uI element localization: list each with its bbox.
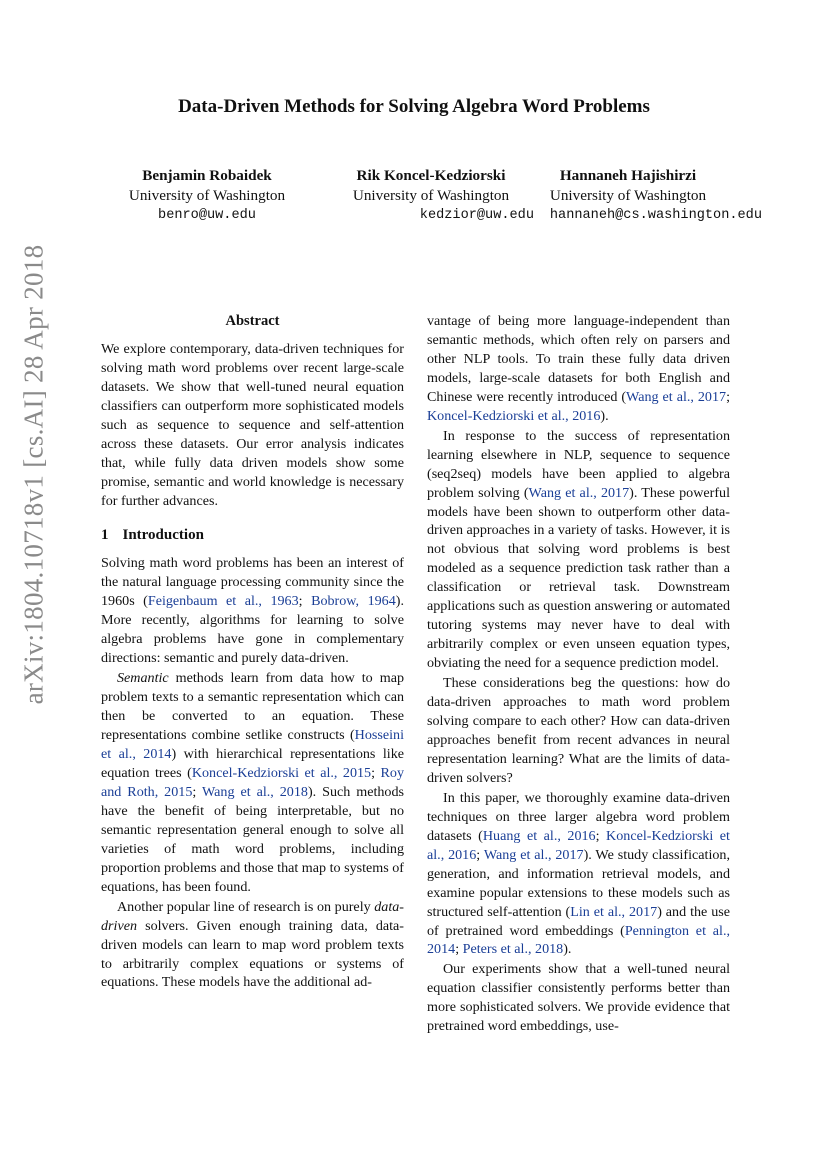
author-affiliation: University of Washington [352, 187, 510, 204]
paragraph: Solving math word problems has been an interest of the natural language processing community since the 1960s (Feigenbaum et al., 1963; Bobrow, 1964). More recently, algorithms for learning to solve algebra problems have gone in complementary directions: semantic and purely data-driven. [101, 555, 404, 667]
paragraph: vantage of being more language-independent than semantic methods, which often rely on parsers and other NLP tools. To train these fully data driven models, large-scale datasets for both English and Chinese were recently introduced (Wang et al., 2017; Koncel-Kedziorski et al., 2016). [427, 313, 730, 424]
citation-link[interactable]: Bobrow, 1964 [311, 593, 396, 610]
citation-link[interactable]: Feigenbaum et al., 1963 [147, 593, 299, 610]
paper-title: Data-Driven Methods for Solving Algebra Word Problems [178, 96, 650, 117]
citation-link[interactable]: Koncel-Kedziorski et al., 2016 [427, 827, 730, 863]
author-3 [494, 166, 762, 226]
paragraph: Another popular line of research is on purely data-driven solvers. Given enough training data, data-driven models can learn to map word problem texts to arbitrarily complex equations or systems of equations. These models have the additional ad- [101, 898, 404, 991]
section-number: 1 [101, 526, 109, 543]
citation-link[interactable]: Koncel-Kedziorski et al., 2015 [191, 764, 372, 781]
citation-link[interactable]: Peters et al., 2018 [462, 941, 564, 958]
author-email: hannaneh@cs.washington.edu [549, 208, 762, 223]
author-name: Hannaneh Hajishirzi [559, 167, 697, 184]
section-title: Introduction [122, 526, 204, 543]
author-affiliation: University of Washington [128, 187, 286, 204]
citation-link[interactable]: Wang et al., 2017 [528, 484, 630, 501]
section-heading [101, 526, 404, 545]
citation-link[interactable]: Hosseini et al., 2014 [101, 727, 404, 763]
citation-link[interactable]: Wang et al., 2018 [201, 783, 308, 800]
author-1 [112, 166, 302, 226]
paragraph: These considerations beg the questions: how do data-driven approaches to math word problem solving compare to each other? How can data-driven approaches benefit from recent advances in neural representation learning? What are the limits of data-driven solvers? [427, 675, 730, 786]
author-name: Benjamin Robaidek [142, 167, 272, 184]
left-column [101, 312, 404, 992]
author-email: benro@uw.edu [158, 208, 256, 223]
citation-link[interactable]: Koncel-Kedziorski et al., 2016 [427, 407, 601, 424]
author-email: kedzior@uw.edu [419, 208, 534, 223]
citation-link[interactable]: Wang et al., 2017 [483, 846, 584, 863]
paragraph: In this paper, we thoroughly examine data-driven techniques on three larger algebra word problem datasets (Huang et al., 2016; Koncel-Kedziorski et al., 2016; Wang et al., 2017). We study classification, generation, and information retrieval models, and examine popular extensions to these models such as structured self-attention (Lin et al., 2017) and the use of pretrained word embeddings (Pennington et al., 2014; Peters et al., 2018). [427, 789, 731, 958]
abstract-heading: Abstract [225, 313, 280, 329]
paragraph: In response to the success of representation learning elsewhere in NLP, sequence to sequence (seq2seq) models have been applied to algebra problem solving (Wang et al., 2017). These powerful models have been shown to outperform other data-driven approaches in a variety of tasks. However, it is not obvious that solving word problems is best modeled as a sequence prediction task rather than a classification or retrieval task. Downstream applications such as question answering or automated tutoring systems may never have to deal with arbitrarily complex or even unseen equation types, obviating the need for a sequence prediction model. [427, 427, 730, 672]
citation-link[interactable]: Pennington et al., 2014 [427, 922, 730, 958]
citation-link[interactable]: Lin et al., 2017 [570, 903, 658, 920]
right-column [427, 312, 730, 1036]
paragraph: Semantic methods learn from data how to map problem texts to a semantic representation which can then be converted to an equation. These representations combine setlike constructs (Hosseini et al., 2014) with hierarchical representations like equation trees (Koncel-Kedziorski et al., 2015; Roy and Roth, 2015; Wang et al., 2018). Such methods have the benefit of being interpretable, but no semantic representation general enough to solve all varieties of math word problems, including proportion problems and those that map to systems of equations, has been found. [101, 670, 404, 895]
arxiv-id-text: arXiv:1804.10718v1 [cs.AI] 28 Apr 2018 [18, 244, 49, 704]
arxiv-identifier-stamp [14, 244, 54, 704]
citation-link[interactable]: Wang et al., 2017 [626, 388, 727, 405]
citation-link[interactable]: Huang et al., 2016 [482, 827, 596, 844]
paragraph: Our experiments show that a well-tuned neural equation classifier consistently performs better than more sophisticated solvers. We provide evidence that pretrained word embeddings, use- [427, 961, 730, 1035]
abstract-text: We explore contemporary, data-driven techniques for solving math word problems over recent large-scale datasets. We show that well-tuned neural equation classifiers can outperform more sophisticated models such as sequence to sequence and self-attention across these datasets. Our error analysis indicates that, while fully data driven models show some promise, semantic and world knowledge is necessary for further advances. [101, 340, 404, 509]
citation-link[interactable]: Roy and Roth, 2015 [101, 764, 404, 800]
author-affiliation: University of Washington [549, 187, 707, 204]
author-name: Rik Koncel-Kedziorski [356, 167, 506, 184]
